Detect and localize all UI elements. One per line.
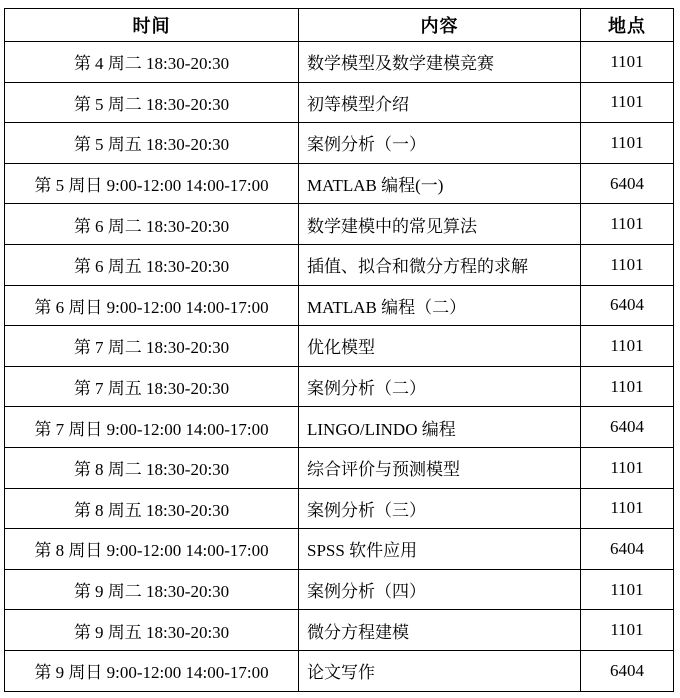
table-row [5,163,674,204]
time-cell: 第 8 周五 18:30-20:30 [5,488,299,529]
time-cell: 第 9 周五 18:30-20:30 [5,610,299,651]
table-row [5,488,674,529]
table-row [5,650,674,691]
table-row [5,407,674,448]
table-row [5,569,674,610]
time-cell: 第 5 周二 18:30-20:30 [5,82,299,123]
time-cell: 第 5 周五 18:30-20:30 [5,123,299,164]
content-cell: 案例分析（四） [299,569,581,610]
table-row [5,610,674,651]
content-cell: 综合评价与预测模型 [299,447,581,488]
time-cell: 第 6 周日 9:00-12:00 14:00-17:00 [5,285,299,326]
content-cell: LINGO/LINDO 编程 [299,407,581,448]
location-cell: 1101 [581,82,674,123]
location-cell: 6404 [581,163,674,204]
time-cell: 第 7 周二 18:30-20:30 [5,326,299,367]
content-cell: MATLAB 编程（二） [299,285,581,326]
time-cell: 第 4 周二 18:30-20:30 [5,42,299,83]
location-cell: 6404 [581,529,674,570]
time-cell: 第 5 周日 9:00-12:00 14:00-17:00 [5,163,299,204]
location-cell: 6404 [581,407,674,448]
content-cell: 数学模型及数学建模竞赛 [299,42,581,83]
time-cell: 第 8 周二 18:30-20:30 [5,447,299,488]
content-cell: 案例分析（三） [299,488,581,529]
table-row [5,366,674,407]
content-cell: 论文写作 [299,650,581,691]
table-row [5,244,674,285]
time-cell: 第 7 周日 9:00-12:00 14:00-17:00 [5,407,299,448]
time-cell: 第 7 周五 18:30-20:30 [5,366,299,407]
content-cell: 案例分析（一） [299,123,581,164]
content-cell: 插值、拟合和微分方程的求解 [299,244,581,285]
location-cell: 1101 [581,204,674,245]
schedule-body [5,42,674,692]
table-row [5,204,674,245]
table-row [5,82,674,123]
header-time: 时间 [5,9,299,42]
table-row [5,326,674,367]
table-row [5,42,674,83]
time-cell: 第 6 周二 18:30-20:30 [5,204,299,245]
content-cell: 案例分析（二） [299,366,581,407]
location-cell: 1101 [581,244,674,285]
header-content: 内容 [299,9,581,42]
time-cell: 第 8 周日 9:00-12:00 14:00-17:00 [5,529,299,570]
location-cell: 6404 [581,650,674,691]
content-cell: 数学建模中的常见算法 [299,204,581,245]
table-header-row [5,9,674,42]
content-cell: 优化模型 [299,326,581,367]
location-cell: 1101 [581,123,674,164]
content-cell: 初等模型介绍 [299,82,581,123]
location-cell: 1101 [581,326,674,367]
location-cell: 1101 [581,447,674,488]
time-cell: 第 9 周日 9:00-12:00 14:00-17:00 [5,650,299,691]
location-cell: 1101 [581,488,674,529]
table-row [5,123,674,164]
time-cell: 第 6 周五 18:30-20:30 [5,244,299,285]
content-cell: MATLAB 编程(一) [299,163,581,204]
location-cell: 1101 [581,569,674,610]
table-row [5,447,674,488]
header-location: 地点 [581,9,674,42]
course-schedule-table [4,8,674,692]
table-row [5,529,674,570]
table-row [5,285,674,326]
location-cell: 1101 [581,42,674,83]
time-cell: 第 9 周二 18:30-20:30 [5,569,299,610]
location-cell: 6404 [581,285,674,326]
location-cell: 1101 [581,610,674,651]
location-cell: 1101 [581,366,674,407]
content-cell: 微分方程建模 [299,610,581,651]
content-cell: SPSS 软件应用 [299,529,581,570]
